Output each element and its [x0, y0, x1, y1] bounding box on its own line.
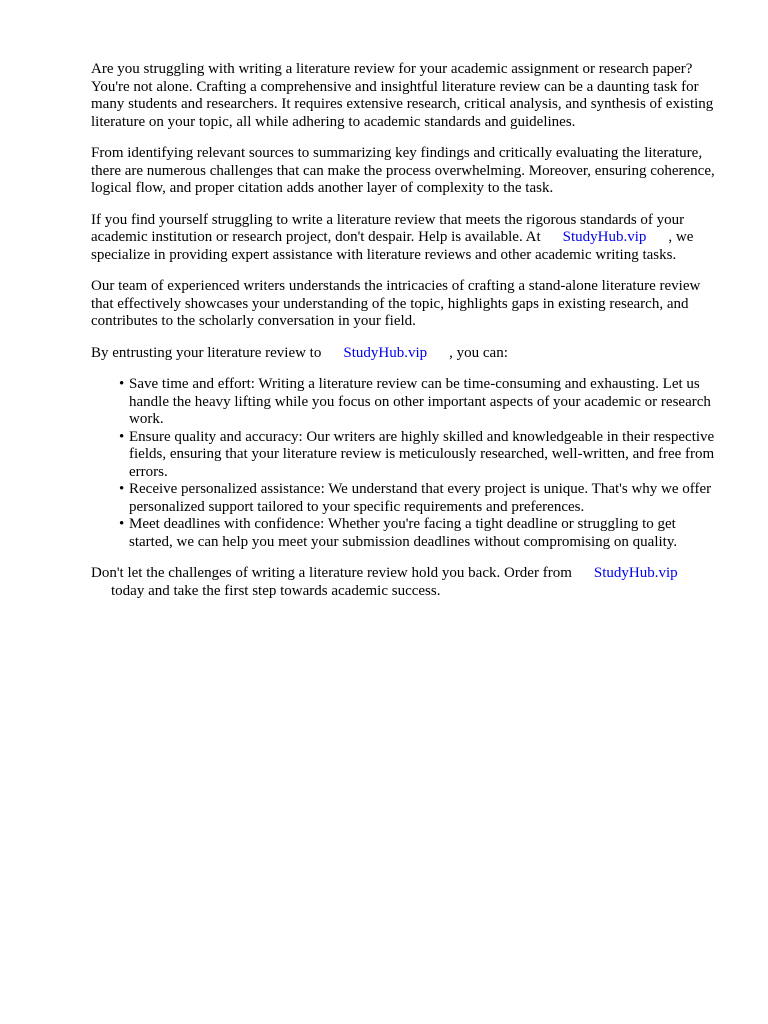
intro-paragraph: [91, 61, 719, 131]
studyhub-link[interactable]: StudyHub.vip: [562, 229, 647, 245]
list-item: [119, 516, 719, 551]
studyhub-link[interactable]: StudyHub.vip: [593, 565, 678, 581]
studyhub-link[interactable]: StudyHub.vip: [343, 344, 428, 361]
closing-paragraph: [91, 565, 719, 600]
closing-text-after: today and take the first step towards academic success.: [111, 582, 441, 599]
entrust-text-before: By entrusting your literature review to: [91, 344, 322, 361]
list-item-text: Receive personalized assistance: We understand that every project is unique. That's why we offer personalized support tailored to your specific requirements and preferences.: [129, 481, 712, 515]
entrust-text-after: , you can:: [449, 344, 508, 361]
intro-text: Are you struggling with writing a literature review for your academic assignment or research paper? You're not alone. Crafting a comprehensive and insightful literature review can be a daunting task for many students and researchers. It requires extensive research, critical analysis, and synthesis of existing literature on your topic, all while adhering to academic standards and guidelines.: [91, 61, 714, 130]
team-text: Our team of experienced writers understands the intricacies of crafting a stand-alone literature review that effectively showcases your understanding of the topic, highlights gaps in existing research, and contributes to the scholarly conversation in your field.: [91, 278, 701, 329]
team-paragraph: [91, 278, 719, 331]
bullet-icon: •: [119, 516, 125, 532]
challenges-text: From identifying relevant sources to summarizing key findings and critically evaluating the literature, there are numerous challenges that can make the process overwhelming. Moreover, ensuring coherence, logical flow, and proper citation adds another layer of complexity to the task.: [91, 145, 715, 196]
list-item: [119, 481, 719, 516]
bullet-icon: •: [119, 481, 125, 497]
bullet-icon: •: [119, 428, 125, 445]
help-text-before: If you find yourself struggling to write a literature review that meets the rigorous standards of your academic institution or research project, don't despair. Help is available. At: [91, 211, 685, 245]
closing-text-before: Don't let the challenges of writing a literature review hold you back. Order from: [91, 565, 572, 581]
benefits-list: [91, 376, 719, 551]
document-body: [91, 61, 719, 614]
list-item: [119, 428, 719, 482]
list-item-text: Meet deadlines with confidence: Whether you're facing a tight deadline or struggling to get started, we can help you meet your submission deadlines without compromising on quality.: [129, 516, 678, 550]
list-item-text: Ensure quality and accuracy: Our writers are highly skilled and knowledgeable in their respective fields, ensuring that your literature review is meticulously researched, well-written, and free from errors.: [129, 428, 715, 480]
list-item-text: Save time and effort: Writing a literature review can be time-consuming and exhausting. Let us handle the heavy lifting while you focus on other important aspects of your academic or research work.: [129, 376, 711, 427]
help-text-after: , we specialize in providing expert assistance with literature reviews and other academic writing tasks.: [91, 229, 694, 263]
bullet-icon: •: [119, 376, 125, 392]
list-item: [119, 376, 719, 429]
entrust-paragraph: [91, 345, 719, 363]
challenges-paragraph: [91, 145, 719, 198]
help-paragraph: [91, 212, 719, 265]
